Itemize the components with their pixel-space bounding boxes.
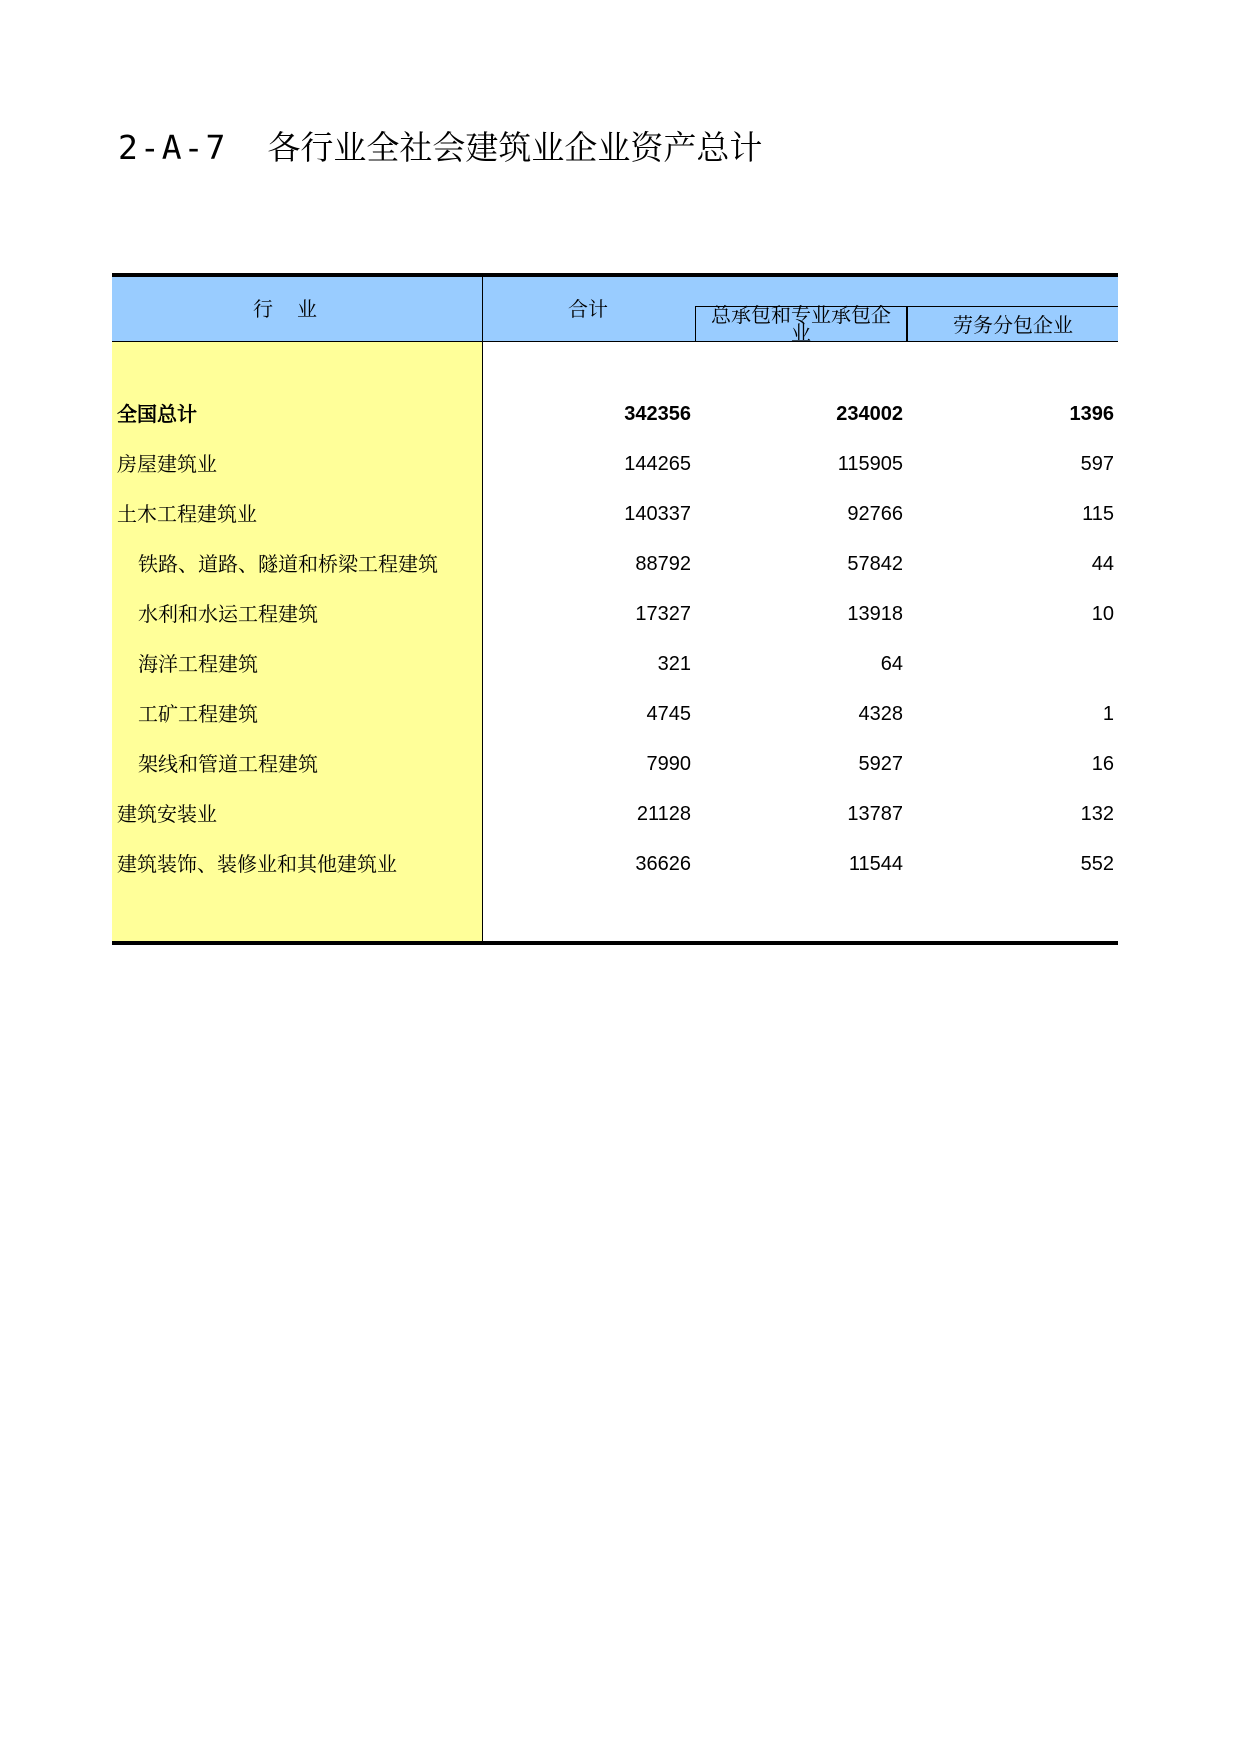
table-row (112, 839, 1118, 889)
row-labour-value: 132 (1080, 803, 1114, 825)
row-general-value: 11544 (848, 853, 903, 875)
page-title (118, 128, 762, 168)
header-industry: 行业 (253, 297, 341, 321)
row-general-value: 4328 (858, 703, 903, 725)
row-total-value: 36626 (635, 853, 691, 875)
row-industry-name: 全国总计 (117, 402, 197, 426)
row-industry-name: 建筑装饰、装修业和其他建筑业 (117, 852, 397, 876)
row-industry-name: 工矿工程建筑 (138, 702, 258, 726)
header-divider (482, 277, 483, 341)
table-code: 2-A-7 (118, 128, 228, 167)
table-row (112, 389, 1118, 439)
table-row (112, 689, 1118, 739)
row-labour-value: 10 (1091, 603, 1114, 625)
row-general-value: 13918 (847, 603, 903, 625)
row-labour-value: 1 (1102, 703, 1114, 725)
header-total: 合计 (568, 297, 608, 321)
data-table (112, 273, 1118, 946)
table-row (112, 639, 1118, 689)
row-labour-value: 1396 (1069, 403, 1114, 425)
header-labour-subcontractors (907, 306, 1118, 341)
row-general-value: 5927 (858, 753, 903, 775)
row-total-value: 88792 (635, 553, 691, 575)
row-general-value: 92766 (847, 503, 903, 525)
row-total-value: 17327 (635, 603, 691, 625)
table-bottom-rule (112, 941, 1118, 945)
row-general-value: 13787 (847, 803, 903, 825)
row-industry-name: 铁路、道路、隧道和桥梁工程建筑 (138, 552, 438, 576)
table-row (112, 589, 1118, 639)
row-industry-name: 建筑安装业 (117, 802, 217, 826)
row-total-value: 4745 (646, 703, 691, 725)
row-total-value: 7990 (646, 753, 691, 775)
table-body (112, 389, 1118, 889)
row-total-value: 140337 (624, 503, 691, 525)
row-industry-name: 架线和管道工程建筑 (138, 752, 318, 776)
row-industry-name: 土木工程建筑业 (117, 502, 257, 526)
header-general-contractors (695, 303, 907, 345)
row-labour-value: 44 (1091, 553, 1114, 575)
row-labour-value: 597 (1080, 453, 1114, 475)
table-row (112, 489, 1118, 539)
row-total-value: 144265 (624, 453, 691, 475)
table-row (112, 539, 1118, 589)
row-industry-name: 水利和水运工程建筑 (138, 602, 318, 626)
row-industry-name: 海洋工程建筑 (138, 652, 258, 676)
table-row (112, 439, 1118, 489)
row-general-value: 234002 (836, 403, 903, 425)
table-title: 各行业全社会建筑业企业资产总计 (267, 128, 763, 167)
row-labour-value: 16 (1091, 753, 1114, 775)
table-header (112, 277, 1118, 345)
row-labour-value: 552 (1080, 853, 1114, 875)
row-total-value: 321 (657, 653, 691, 675)
row-general-value: 64 (880, 653, 903, 675)
row-industry-name: 房屋建筑业 (117, 452, 217, 476)
header-general-contractors-label: 总承包和专业承包企业 (711, 303, 891, 345)
row-total-value: 21128 (636, 803, 691, 825)
row-labour-value (907, 639, 1114, 689)
row-general-value: 57842 (847, 553, 903, 575)
table-row (112, 789, 1118, 839)
table-row (112, 739, 1118, 789)
row-labour-value: 115 (1082, 503, 1114, 525)
row-total-value: 342356 (624, 403, 691, 425)
row-general-value: 115905 (837, 453, 903, 475)
header-labour-subcontractors-label: 劳务分包企业 (953, 313, 1073, 337)
